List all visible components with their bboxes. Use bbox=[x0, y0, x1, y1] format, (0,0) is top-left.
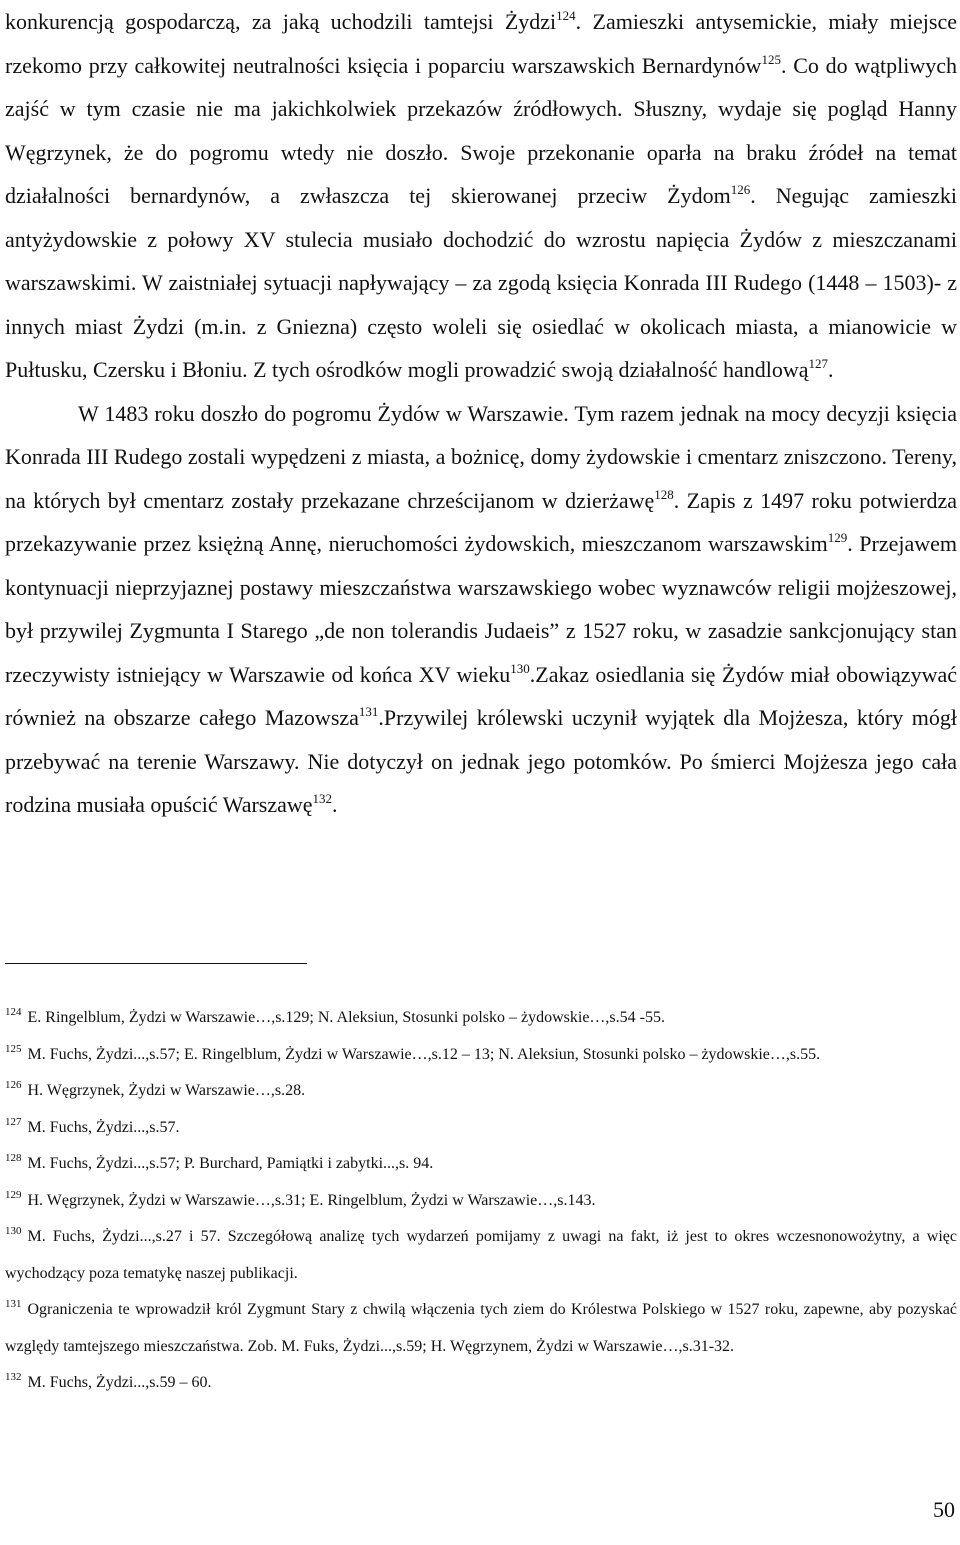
footnote-number: 125 bbox=[5, 1042, 22, 1055]
footnote-ref: 124 bbox=[556, 8, 576, 23]
footnote-ref: 129 bbox=[827, 530, 848, 545]
text-run: . Co do wątpliwych zajść w tym czasie nie ma jakichkolwiek przekazów źródłowych. Słuszny, wydaje się pogląd Hanny Węgrzynek, że do pogromu wtedy nie doszło. Swoje przekonanie oparła na braku źródeł na temat działalności bernardynów, a zwłaszcza tej skierowanej przeciw Żydom bbox=[5, 52, 957, 208]
footnote-ref: 125 bbox=[761, 51, 781, 67]
text-run: . bbox=[827, 357, 834, 382]
footnote-item bbox=[5, 1037, 957, 1074]
footnote-text: E. Ringelblum, Żydzi w Warszawie…,s.129; N. Aleksiun, Stosunki polsko – żydowskie…,s.54 -55. bbox=[27, 1009, 665, 1026]
paragraph-1 bbox=[5, 0, 957, 392]
footnote-item bbox=[5, 1292, 957, 1365]
footnote-number: 128 bbox=[5, 1152, 22, 1164]
footnote-text: M. Fuchs, Żydzi...,s.57. bbox=[27, 1118, 180, 1136]
text-run: .Zakaz osiedlania się Żydów miał obowiązywać również na obszarze całego Mazowsza bbox=[5, 661, 957, 730]
text-run: . Zamieszki antysemickie, miały miejsce rzekomo przy całkowitej neutralności księcia i poparciu warszawskich Bernardynów bbox=[5, 9, 957, 78]
footnote-number: 132 bbox=[5, 1371, 22, 1383]
footnote-number: 124 bbox=[5, 1006, 22, 1018]
footnote-text: M. Fuchs, Żydzi...,s.59 – 60. bbox=[27, 1374, 212, 1391]
footnote-text: M. Fuchs, Żydzi...,s.27 i 57. Szczegółową analizę tych wydarzeń pomijamy z uwagi na fakt, iż jest to okres wczesnonowożytny, a więc wychodzący poza tematykę naszej publikacji. bbox=[5, 1228, 957, 1282]
footnote-number: 130 bbox=[5, 1225, 22, 1237]
footnote-item bbox=[5, 1146, 957, 1183]
footnote-item bbox=[5, 1073, 957, 1110]
text-run: .Przywilej królewski uczynił wyjątek dla Mojżesza, który mógł przebywać na terenie Warszawy. Nie dotyczył on jednak jego potomków. Po śmierci Mojżesza jego cała rodzina musiała opuścić Warszawę bbox=[5, 705, 958, 817]
body-text bbox=[5, 0, 957, 827]
footnote-ref: 128 bbox=[654, 486, 674, 502]
footnote-item bbox=[5, 1365, 957, 1402]
footnote-number: 127 bbox=[5, 1115, 22, 1128]
footnote-text: Ograniczenia te wprowadził król Zygmunt Stary z chwilą włączenia tych ziem do Królestwa Polskiego w 1527 roku, zapewne, aby pozyskać względy tamtejszego mieszczaństwa. Zob. M. Fuks, Żydzi...,s.59; H. Węgrzynem, Żydzi w Warszawie…,s.31-32. bbox=[5, 1301, 957, 1355]
footnote-item bbox=[5, 1110, 957, 1147]
footnote-number: 126 bbox=[5, 1079, 22, 1091]
footnote-ref: 132 bbox=[312, 791, 333, 806]
footnote-text: H. Węgrzynek, Żydzi w Warszawie…,s.31; E. Ringelblum, Żydzi w Warszawie…,s.143. bbox=[27, 1191, 596, 1209]
footnote-separator bbox=[5, 963, 307, 964]
page-number: 50 bbox=[933, 1497, 955, 1522]
footnote-number: 129 bbox=[5, 1188, 22, 1201]
footnote-ref: 131 bbox=[358, 704, 379, 719]
paragraph-2 bbox=[5, 392, 957, 827]
footnote-text: M. Fuchs, Żydzi...,s.57; P. Burchard, Pamiątki i zabytki...,s. 94. bbox=[27, 1155, 434, 1172]
footnote-ref: 126 bbox=[730, 182, 751, 197]
footnote-ref: 130 bbox=[510, 660, 530, 676]
footnote-item bbox=[5, 1219, 957, 1292]
footnote-item bbox=[5, 1183, 957, 1220]
text-run: . Negując zamieszki antyżydowskie z połowy XV stulecia musiało dochodzić do wzrostu napięcia Żydów z mieszczanami warszawskimi. W zaistniałej sytuacji napływający – za zgodą księcia Konrada III Rudego (1448 – 1503)- z innych miast Żydzi (m.in. z Gniezna) często woleli się osiedlać w okolicach miasta, a mianowicie w Pułtusku, Czersku i Błoniu. Z tych ośrodków mogli prowadzić swoją działalność handlową bbox=[5, 183, 957, 382]
text-run: . Zapis z 1497 roku potwierdza przekazywanie przez księżną Annę, nieruchomości żydowskich, mieszczanom warszawskim bbox=[5, 487, 957, 556]
text-run: konkurencją gospodarczą, za jaką uchodzili tamtejsi Żydzi bbox=[5, 9, 557, 34]
footnote-ref: 127 bbox=[808, 356, 828, 371]
footnote-text: M. Fuchs, Żydzi...,s.57; E. Ringelblum, Żydzi w Warszawie…,s.12 – 13; N. Aleksiun, Stosunki polsko – żydowskie…,s.55. bbox=[27, 1045, 821, 1063]
footnote-number: 131 bbox=[5, 1298, 22, 1310]
footnotes bbox=[5, 1000, 957, 1402]
text-run: . bbox=[332, 792, 338, 817]
text-run: . Przejawem kontynuacji nieprzyjaznej postawy mieszczaństwa warszawskiego wobec wyznawców religii mojżeszowej, był przywilej Zygmunta I Starego „de non tolerandis Judaeis” z 1527 roku, w zasadzie sankcjonujący stan rzeczywisty istniejący w Warszawie od końca XV wieku bbox=[5, 531, 957, 687]
text-run: W 1483 roku doszło do pogromu Żydów w Warszawie. Tym razem jednak na mocy decyzji księcia Konrada III Rudego zostali wypędzeni z miasta, a bożnicę, domy żydowskie i cmentarz zniszczono. Tereny, na których był cmentarz zostały przekazane chrześcijanom w dzierżawę bbox=[5, 400, 957, 513]
footnote-item bbox=[5, 1000, 957, 1037]
footnote-text: H. Węgrzynek, Żydzi w Warszawie…,s.28. bbox=[27, 1082, 306, 1099]
